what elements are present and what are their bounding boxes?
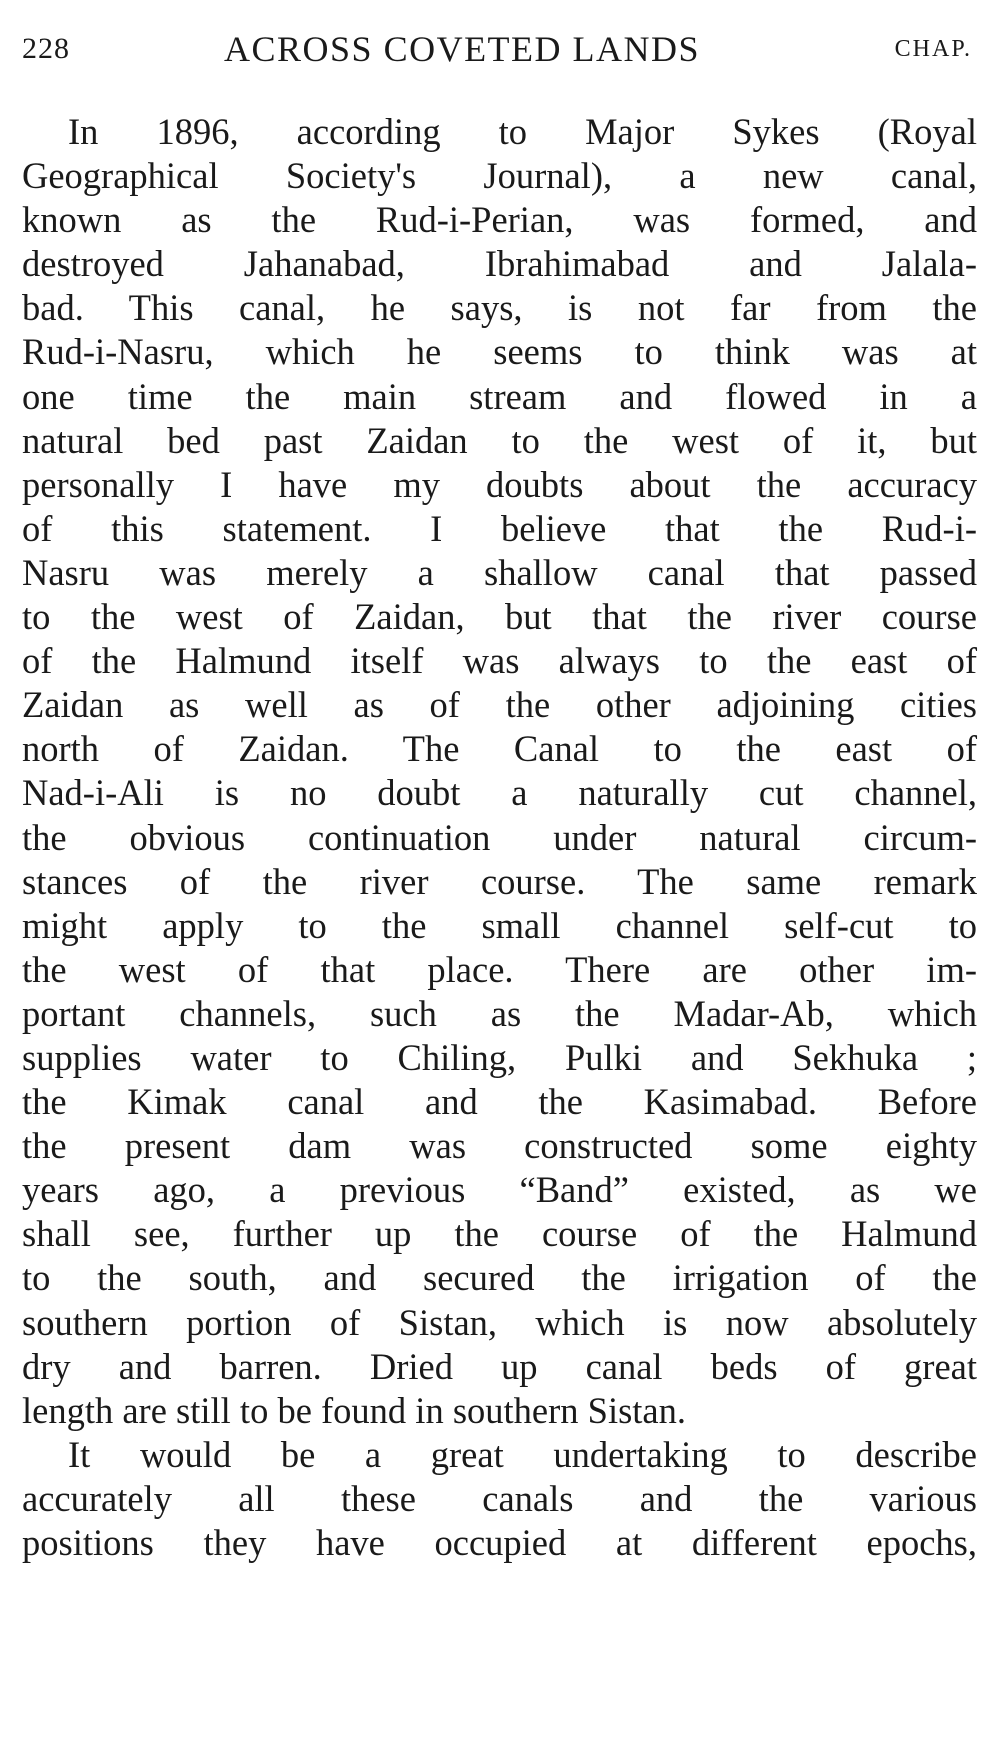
text-line: bad. This canal, he says, is not far from the	[22, 287, 977, 329]
text-line: portant channels, such as the Madar-Ab, which	[22, 992, 977, 1034]
text-line: to the west of Zaidan, but that the river course	[22, 596, 977, 638]
text-line: the present dam was constructed some eighty	[22, 1125, 977, 1167]
text-line: supplies water to Chiling, Pulki and Sekhuka ;	[22, 1036, 977, 1078]
text-line: to the south, and secured the irrigation of the	[22, 1257, 977, 1299]
text-line: Zaidan as well as of the other adjoining cities	[22, 684, 977, 726]
text-line: Rud-i-Nasru, which he seems to think was at	[22, 331, 977, 373]
text-line: one time the main stream and flowed in a	[22, 375, 977, 417]
text-line: accurately all these canals and the various	[22, 1477, 977, 1519]
text-line: might apply to the small channel self-cut to	[22, 904, 977, 946]
body-text	[22, 110, 977, 1565]
text-line: It would be a great undertaking to describe	[68, 1433, 977, 1475]
text-line: years ago, a previous “Band” existed, as we	[22, 1169, 977, 1211]
text-line: positions they have occupied at different epochs,	[22, 1522, 977, 1563]
text-line: north of Zaidan. The Canal to the east of	[22, 728, 977, 770]
text-line: natural bed past Zaidan to the west of it, but	[22, 419, 977, 461]
text-line: Nasru was merely a shallow canal that passed	[22, 551, 977, 593]
text-line: southern portion of Sistan, which is now absolutely	[22, 1301, 977, 1343]
text-line: In 1896, according to Major Sykes (Royal	[68, 111, 977, 152]
text-line: stances of the river course. The same remark	[22, 860, 977, 902]
text-line: the Kimak canal and the Kasimabad. Before	[22, 1081, 977, 1123]
running-header	[22, 28, 972, 72]
text-line: the obvious continuation under natural circum-	[22, 816, 977, 858]
page-number: 228	[22, 32, 70, 65]
text-line: personally I have my doubts about the accuracy	[22, 463, 977, 505]
chapter-label: CHAP.	[894, 36, 972, 62]
text-line: Nad-i-Ali is no doubt a naturally cut channel,	[22, 772, 977, 814]
text-line: dry and barren. Dried up canal beds of great	[22, 1345, 977, 1387]
text-line: of this statement. I believe that the Rud-i-	[22, 507, 977, 549]
text-line: length are still to be found in southern Sistan.	[22, 1389, 687, 1431]
running-title: ACROSS COVETED LANDS	[224, 29, 701, 69]
text-line: known as the Rud-i-Perian, was formed, and	[22, 199, 977, 241]
text-line: the west of that place. There are other im-	[22, 948, 977, 990]
text-line: Geographical Society's Journal), a new canal,	[22, 155, 977, 197]
text-line: shall see, further up the course of the Halmund	[22, 1213, 977, 1255]
text-line: destroyed Jahanabad, Ibrahimabad and Jalala-	[22, 243, 977, 285]
text-line: of the Halmund itself was always to the east of	[22, 640, 977, 682]
